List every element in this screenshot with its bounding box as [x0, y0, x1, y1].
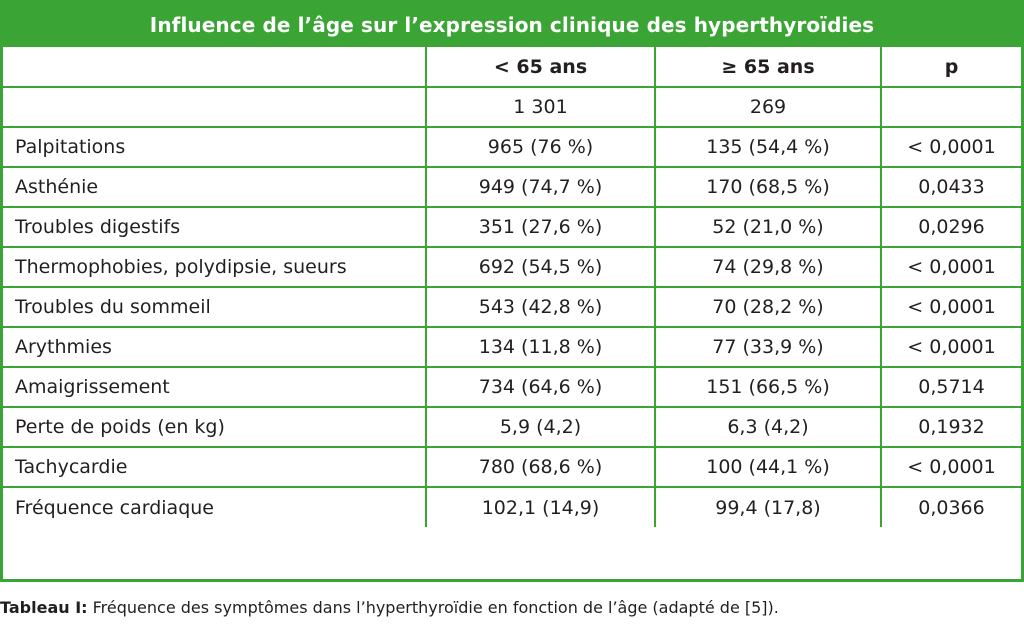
count-cell-65-plus: 269 [655, 87, 881, 127]
p-value-cell: < 0,0001 [881, 447, 1021, 487]
table-row [3, 327, 1021, 367]
table-grid [3, 47, 1021, 527]
count-cell-under-65: 1 301 [426, 87, 655, 127]
table-title: Influence de l’âge sur l’expression clinique des hyperthyroïdies [3, 3, 1021, 47]
symptom-cell: Thermophobies, polydipsie, sueurs [3, 247, 426, 287]
symptom-cell: Fréquence cardiaque [3, 487, 426, 527]
under-65-cell: 692 (54,5 %) [426, 247, 655, 287]
table-count-row [3, 87, 1021, 127]
p-value-cell: 0,5714 [881, 367, 1021, 407]
symptom-cell: Troubles digestifs [3, 207, 426, 247]
symptom-cell: Amaigrissement [3, 367, 426, 407]
symptom-cell: Asthénie [3, 167, 426, 207]
table-row [3, 487, 1021, 527]
table-row [3, 247, 1021, 287]
symptom-cell: Perte de poids (en kg) [3, 407, 426, 447]
over-65-cell: 74 (29,8 %) [655, 247, 881, 287]
over-65-cell: 52 (21,0 %) [655, 207, 881, 247]
under-65-cell: 949 (74,7 %) [426, 167, 655, 207]
over-65-cell: 135 (54,4 %) [655, 127, 881, 167]
count-cell-p [881, 87, 1021, 127]
p-value-cell: < 0,0001 [881, 247, 1021, 287]
symptom-cell: Arythmies [3, 327, 426, 367]
symptom-cell: Tachycardie [3, 447, 426, 487]
p-value-cell: < 0,0001 [881, 287, 1021, 327]
over-65-cell: 70 (28,2 %) [655, 287, 881, 327]
over-65-cell: 170 (68,5 %) [655, 167, 881, 207]
under-65-cell: 543 (42,8 %) [426, 287, 655, 327]
table-row [3, 407, 1021, 447]
header-cell-under-65: < 65 ans [426, 47, 655, 87]
table-row [3, 287, 1021, 327]
table-row [3, 447, 1021, 487]
header-cell-label [3, 47, 426, 87]
p-value-cell: < 0,0001 [881, 127, 1021, 167]
over-65-cell: 99,4 (17,8) [655, 487, 881, 527]
over-65-cell: 151 (66,5 %) [655, 367, 881, 407]
table-row [3, 127, 1021, 167]
p-value-cell: 0,0296 [881, 207, 1021, 247]
under-65-cell: 134 (11,8 %) [426, 327, 655, 367]
caption-label: Tableau I: [0, 598, 88, 617]
under-65-cell: 102,1 (14,9) [426, 487, 655, 527]
over-65-cell: 6,3 (4,2) [655, 407, 881, 447]
table-caption [0, 598, 779, 617]
header-cell-p: p [881, 47, 1021, 87]
over-65-cell: 100 (44,1 %) [655, 447, 881, 487]
table-header-row [3, 47, 1021, 87]
table-row [3, 167, 1021, 207]
symptom-cell: Troubles du sommeil [3, 287, 426, 327]
header-cell-65-plus: ≥ 65 ans [655, 47, 881, 87]
under-65-cell: 734 (64,6 %) [426, 367, 655, 407]
table-row [3, 367, 1021, 407]
under-65-cell: 351 (27,6 %) [426, 207, 655, 247]
p-value-cell: < 0,0001 [881, 327, 1021, 367]
under-65-cell: 5,9 (4,2) [426, 407, 655, 447]
over-65-cell: 77 (33,9 %) [655, 327, 881, 367]
under-65-cell: 965 (76 %) [426, 127, 655, 167]
table-row [3, 207, 1021, 247]
under-65-cell: 780 (68,6 %) [426, 447, 655, 487]
symptom-cell: Palpitations [3, 127, 426, 167]
p-value-cell: 0,1932 [881, 407, 1021, 447]
p-value-cell: 0,0433 [881, 167, 1021, 207]
count-cell-label [3, 87, 426, 127]
caption-text: Fréquence des symptômes dans l’hyperthyroïdie en fonction de l’âge (adapté de [5]). [87, 598, 779, 617]
p-value-cell: 0,0366 [881, 487, 1021, 527]
